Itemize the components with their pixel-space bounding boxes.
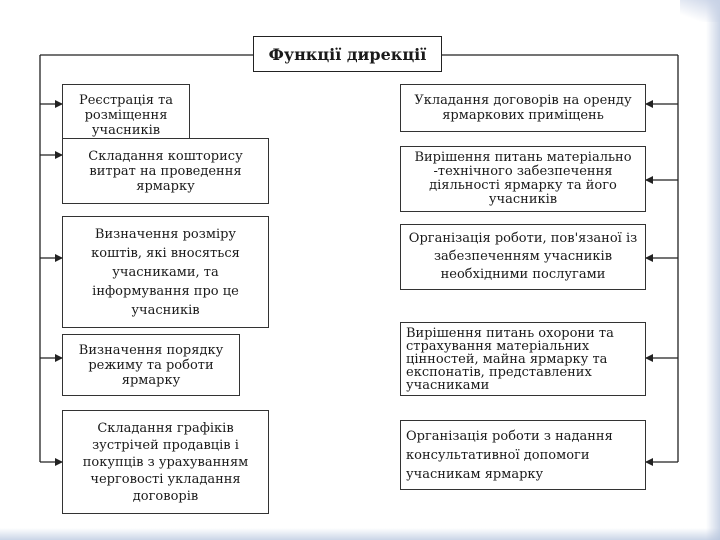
right-box-logistics-text: Вирішення питань матеріально -технічного забезпечення діяльності ярмарку та його учасників: [414, 150, 632, 207]
left-box-fees: [62, 216, 269, 328]
right-box-leases-text: Укладання договорів на оренду ярмаркових приміщень: [414, 93, 632, 123]
right-box-services-text: Організація роботи, пов'язаної із забезпеченням учасників необхідними послугами: [408, 231, 638, 282]
right-box-consulting: [400, 420, 646, 490]
left-box-fees-text: Визначення розміру коштів, які вносяться учасниками, та інформування про це учасників: [91, 226, 240, 318]
diagram-title: Функції дирекції: [253, 36, 442, 72]
left-box-budget: [62, 138, 269, 204]
right-box-security-text: Вирішення питань охорони та страхування матеріальних цінностей, майна ярмарку та експонатів, представлених учасниками: [406, 325, 614, 393]
left-box-schedule-text: Визначення порядку режиму та роботи ярмарку: [78, 342, 224, 388]
right-box-consulting-text: Організація роботи з надання консультативної допомоги учасникам ярмарку: [406, 428, 613, 482]
right-box-services: [400, 224, 646, 290]
left-box-meetings-text: Складання графіків зустрічей продавців і покупців з урахуванням черговості укладання договорів: [82, 420, 249, 504]
left-box-meetings: [62, 410, 269, 514]
right-box-leases: [400, 84, 646, 132]
left-box-registration-text: Реєстрація та розміщення учасників: [78, 92, 174, 138]
right-box-logistics: [400, 146, 646, 212]
right-box-security: [400, 322, 646, 396]
left-box-schedule: [62, 334, 240, 396]
left-box-budget-text: Складання кошторису витрат на проведення ярмарку: [88, 148, 243, 194]
